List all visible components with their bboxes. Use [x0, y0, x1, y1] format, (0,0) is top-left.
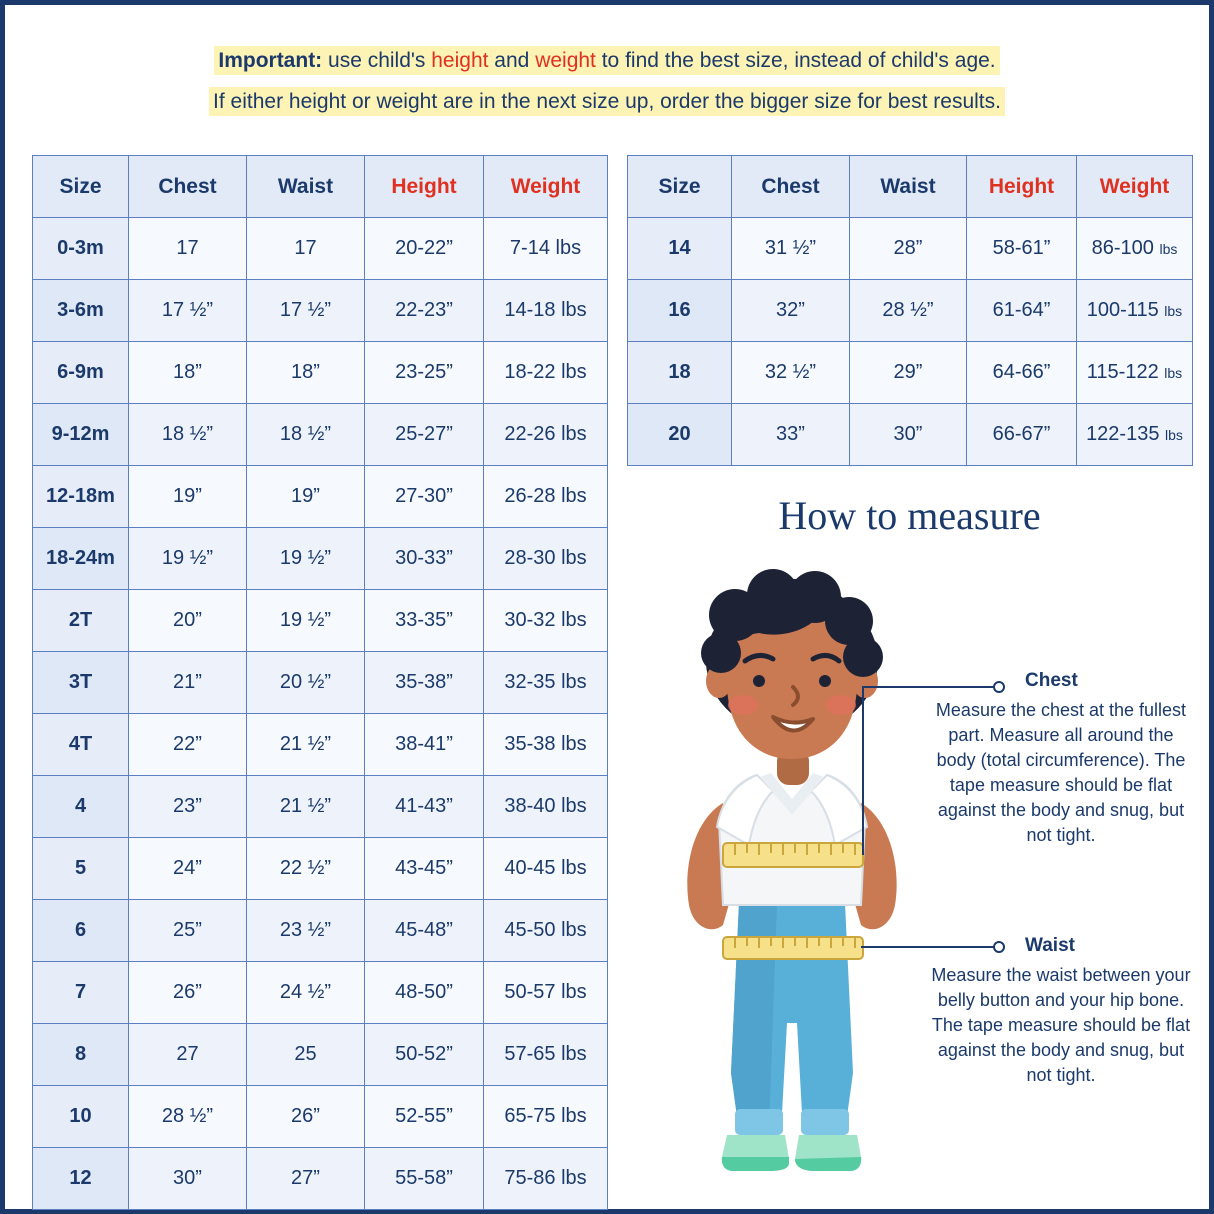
notice-line-2 — [5, 85, 1209, 119]
cell-size: 5 — [33, 838, 129, 900]
notice-text-a: use child's — [322, 49, 432, 72]
cell-size: 4T — [33, 714, 129, 776]
table-row — [33, 404, 608, 466]
notice-line-1 — [5, 44, 1209, 78]
cell-value: 31 ½” — [732, 218, 850, 280]
cell-value: 30” — [850, 404, 967, 466]
cell-value: 19” — [129, 466, 247, 528]
cell-value: 19 ½” — [129, 528, 247, 590]
cell-value: 14-18 lbs — [484, 280, 608, 342]
cell-size: 18-24m — [33, 528, 129, 590]
cell-value: 115-122 lbs — [1077, 342, 1193, 404]
cell-value: 43-45” — [365, 838, 484, 900]
cell-value: 100-115 lbs — [1077, 280, 1193, 342]
cell-value: 33-35” — [365, 590, 484, 652]
table-row — [628, 404, 1193, 466]
col-header-height: Height — [365, 156, 484, 218]
callout-chest-label: Chest — [1025, 670, 1078, 691]
cell-value: 7-14 lbs — [484, 218, 608, 280]
table-row — [33, 714, 608, 776]
cell-value: 22 ½” — [247, 838, 365, 900]
cell-value: 48-50” — [365, 962, 484, 1024]
cell-value: 50-57 lbs — [484, 962, 608, 1024]
notice-weight-word: weight — [535, 49, 596, 72]
cell-value: 32” — [732, 280, 850, 342]
cell-value: 55-58” — [365, 1148, 484, 1210]
cell-value: 26-28 lbs — [484, 466, 608, 528]
table-row — [33, 528, 608, 590]
cell-value: 52-55” — [365, 1086, 484, 1148]
cell-value: 28” — [850, 218, 967, 280]
size-table-infant-kids — [32, 155, 608, 1210]
important-notice — [5, 37, 1209, 126]
cell-value: 30-32 lbs — [484, 590, 608, 652]
cell-value: 45-50 lbs — [484, 900, 608, 962]
table-row — [33, 590, 608, 652]
cell-size: 8 — [33, 1024, 129, 1086]
table-row — [33, 466, 608, 528]
cell-size: 20 — [628, 404, 732, 466]
cell-value: 28 ½” — [850, 280, 967, 342]
cell-size: 6-9m — [33, 342, 129, 404]
callout-chest — [930, 670, 1192, 848]
cell-value: 61-64” — [967, 280, 1077, 342]
cell-value: 26” — [247, 1086, 365, 1148]
col-header-height: Height — [967, 156, 1077, 218]
table-row — [628, 342, 1193, 404]
cell-value: 45-48” — [365, 900, 484, 962]
table-row — [33, 1086, 608, 1148]
cell-value: 20-22” — [365, 218, 484, 280]
cell-value: 21 ½” — [247, 776, 365, 838]
cell-value: 64-66” — [967, 342, 1077, 404]
cell-value: 17 — [247, 218, 365, 280]
cell-value: 32-35 lbs — [484, 652, 608, 714]
cell-size: 3T — [33, 652, 129, 714]
size-table-youth — [627, 155, 1193, 466]
cell-value: 29” — [850, 342, 967, 404]
cell-size: 14 — [628, 218, 732, 280]
col-header-chest: Chest — [732, 156, 850, 218]
col-header-chest: Chest — [129, 156, 247, 218]
how-to-measure-title: How to measure — [778, 493, 1041, 538]
cell-value: 17 ½” — [129, 280, 247, 342]
cell-size: 16 — [628, 280, 732, 342]
cell-value: 19 ½” — [247, 590, 365, 652]
cell-value: 33” — [732, 404, 850, 466]
cell-value: 18-22 lbs — [484, 342, 608, 404]
cell-value: 122-135 lbs — [1077, 404, 1193, 466]
cell-value: 21” — [129, 652, 247, 714]
table-row — [33, 342, 608, 404]
col-header-waist: Waist — [247, 156, 365, 218]
cell-value: 20 ½” — [247, 652, 365, 714]
table-row — [33, 900, 608, 962]
child-illustration — [627, 553, 957, 1193]
cell-size: 2T — [33, 590, 129, 652]
callout-waist — [930, 935, 1192, 1088]
col-header-weight: Weight — [1077, 156, 1193, 218]
table-row — [33, 838, 608, 900]
cell-value: 25-27” — [365, 404, 484, 466]
cell-value: 28 ½” — [129, 1086, 247, 1148]
cell-size: 4 — [33, 776, 129, 838]
cell-value: 24 ½” — [247, 962, 365, 1024]
table-row — [33, 776, 608, 838]
cell-value: 30” — [129, 1148, 247, 1210]
cell-value: 18 ½” — [129, 404, 247, 466]
cell-value: 41-43” — [365, 776, 484, 838]
table-row — [628, 280, 1193, 342]
cell-value: 18 ½” — [247, 404, 365, 466]
cell-size: 12-18m — [33, 466, 129, 528]
cell-value: 23-25” — [365, 342, 484, 404]
cell-value: 20” — [129, 590, 247, 652]
cell-value: 18” — [129, 342, 247, 404]
cell-value: 18” — [247, 342, 365, 404]
table-row — [33, 1024, 608, 1086]
cell-value: 66-67” — [967, 404, 1077, 466]
cell-value: 58-61” — [967, 218, 1077, 280]
table-row — [33, 280, 608, 342]
cell-value: 22” — [129, 714, 247, 776]
col-header-waist: Waist — [850, 156, 967, 218]
notice-important-label: Important: — [218, 49, 323, 72]
cell-value: 24” — [129, 838, 247, 900]
cell-size: 6 — [33, 900, 129, 962]
cell-size: 0-3m — [33, 218, 129, 280]
notice-line-2-text: If either height or weight are in the next size up, order the bigger size for best results. — [209, 87, 1005, 116]
cell-value: 26” — [129, 962, 247, 1024]
cell-value: 32 ½” — [732, 342, 850, 404]
cell-value: 22-23” — [365, 280, 484, 342]
cell-value: 30-33” — [365, 528, 484, 590]
table-row — [33, 962, 608, 1024]
cell-value: 38-41” — [365, 714, 484, 776]
callout-waist-text: Measure the waist between your belly button and your hip bone. The tape measure should be flat against the body and snug, but not tight. — [931, 965, 1191, 1085]
cell-value: 17 ½” — [247, 280, 365, 342]
cell-value: 65-75 lbs — [484, 1086, 608, 1148]
cell-value: 23” — [129, 776, 247, 838]
callout-waist-label: Waist — [1025, 935, 1075, 956]
cell-value: 50-52” — [365, 1024, 484, 1086]
col-header-size: Size — [628, 156, 732, 218]
table-row — [628, 218, 1193, 280]
cell-value: 23 ½” — [247, 900, 365, 962]
cell-size: 9-12m — [33, 404, 129, 466]
col-header-weight: Weight — [484, 156, 608, 218]
cell-value: 35-38” — [365, 652, 484, 714]
cell-value: 40-45 lbs — [484, 838, 608, 900]
table-header-row — [628, 156, 1193, 218]
cell-value: 17 — [129, 218, 247, 280]
notice-text-c: to find the best size, instead of child's age. — [595, 49, 996, 72]
cell-value: 27 — [129, 1024, 247, 1086]
cell-value: 35-38 lbs — [484, 714, 608, 776]
cell-value: 86-100 lbs — [1077, 218, 1193, 280]
cell-value: 27” — [247, 1148, 365, 1210]
table-row — [33, 1148, 608, 1210]
cell-value: 22-26 lbs — [484, 404, 608, 466]
cell-size: 10 — [33, 1086, 129, 1148]
cell-value: 57-65 lbs — [484, 1024, 608, 1086]
callout-chest-text: Measure the chest at the fullest part. Measure all around the body (total circumference). The tape measure should be flat against the body and snug, but not tight. — [935, 700, 1187, 845]
table-row — [33, 652, 608, 714]
notice-height-word: height — [431, 49, 489, 72]
cell-value: 21 ½” — [247, 714, 365, 776]
cell-value: 28-30 lbs — [484, 528, 608, 590]
cell-value: 38-40 lbs — [484, 776, 608, 838]
cell-size: 12 — [33, 1148, 129, 1210]
cell-value: 25 — [247, 1024, 365, 1086]
cell-size: 18 — [628, 342, 732, 404]
col-header-size: Size — [33, 156, 129, 218]
notice-text-b: and — [488, 49, 536, 72]
cell-size: 3-6m — [33, 280, 129, 342]
cell-value: 25” — [129, 900, 247, 962]
table-header-row — [33, 156, 608, 218]
cell-value: 19” — [247, 466, 365, 528]
table-row — [33, 218, 608, 280]
cell-value: 75-86 lbs — [484, 1148, 608, 1210]
cell-size: 7 — [33, 962, 129, 1024]
cell-value: 27-30” — [365, 466, 484, 528]
cell-value: 19 ½” — [247, 528, 365, 590]
